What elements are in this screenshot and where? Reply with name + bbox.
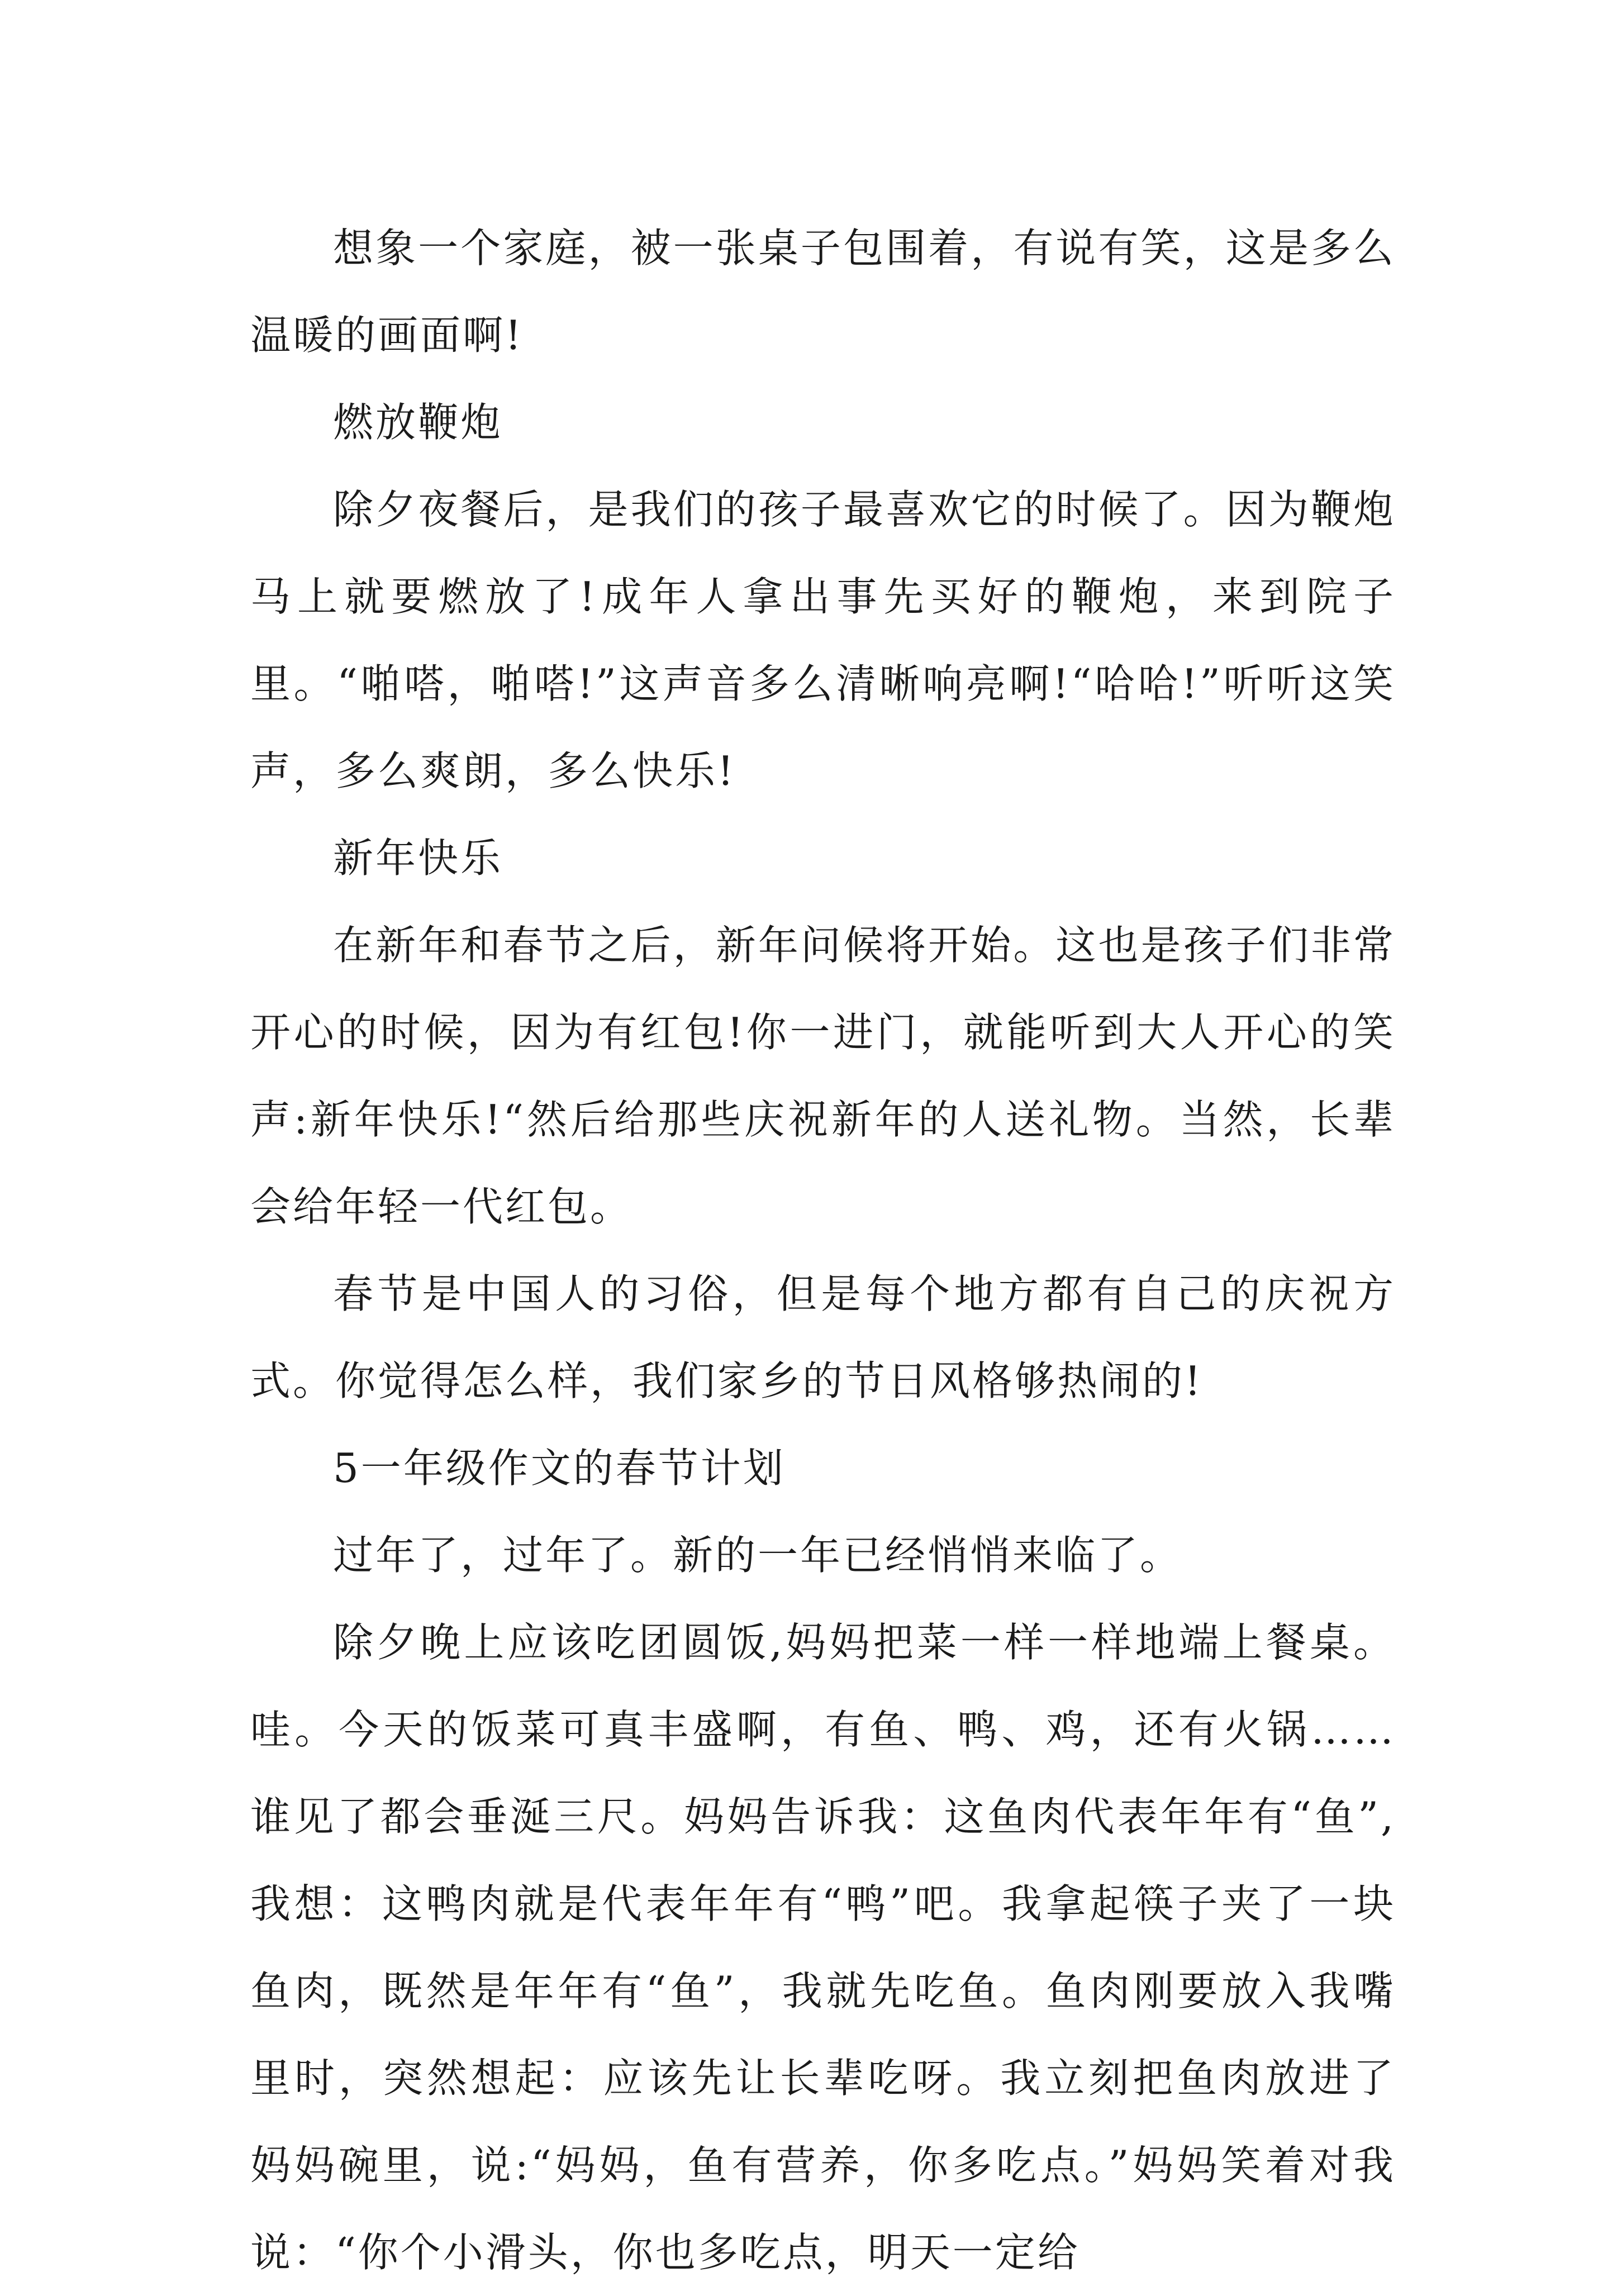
paragraph: 除夕夜餐后，是我们的孩子最喜欢它的时候了。因为鞭炮马上就要燃放了!成年人拿出事先买好的鞭炮，来到院子里。“啪嗒，啪嗒!”这声音多么清晰响亮啊!“哈哈!”听听这笑声，多么爽朗，多么快乐! xyxy=(250,486,1396,794)
section-heading: 5一年级作文的春节计划 xyxy=(333,1445,786,1492)
paragraph: 春节是中国人的习俗，但是每个地方都有自己的庆祝方式。你觉得怎么样，我们家乡的节日风格够热闹的! xyxy=(250,1270,1396,1404)
section-heading: 燃放鞭炮 xyxy=(333,399,503,446)
paragraph: 除夕晚上应该吃团圆饭,妈妈把菜一样一样地端上餐桌。哇。今天的饭菜可真丰盛啊，有鱼、鸭、鸡，还有火锅……谁见了都会垂涎三尺。妈妈告诉我：这鱼肉代表年年有“鱼”,我想：这鸭肉就是代表年年有“鸭”吧。我拿起筷子夹了一块鱼肉，既然是年年有“鱼”，我就先吃鱼。鱼肉刚要放入我嘴里时，突然想起：应该先让长辈吃呀。我立刻把鱼肉放进了妈妈碗里，说:“妈妈，鱼有营养，你多吃点。”妈妈笑着对我说：“你个小滑头，你也多吃点，明天一定给 xyxy=(250,1619,1396,2276)
paragraph: 在新年和春节之后，新年问候将开始。这也是孩子们非常开心的时候，因为有红包!你一进门，就能听到大人开心的笑声:新年快乐!“然后给那些庆祝新年的人送礼物。当然，长辈会给年轻一代红包。 xyxy=(250,922,1396,1230)
paragraph: 过年了，过年了。新的一年已经悄悄来临了。 xyxy=(333,1532,1183,1579)
document-body xyxy=(250,204,1396,2296)
section-heading: 新年快乐 xyxy=(333,835,503,882)
paragraph: 想象一个家庭，被一张桌子包围着，有说有笑，这是多么温暖的画面啊! xyxy=(250,225,1396,359)
